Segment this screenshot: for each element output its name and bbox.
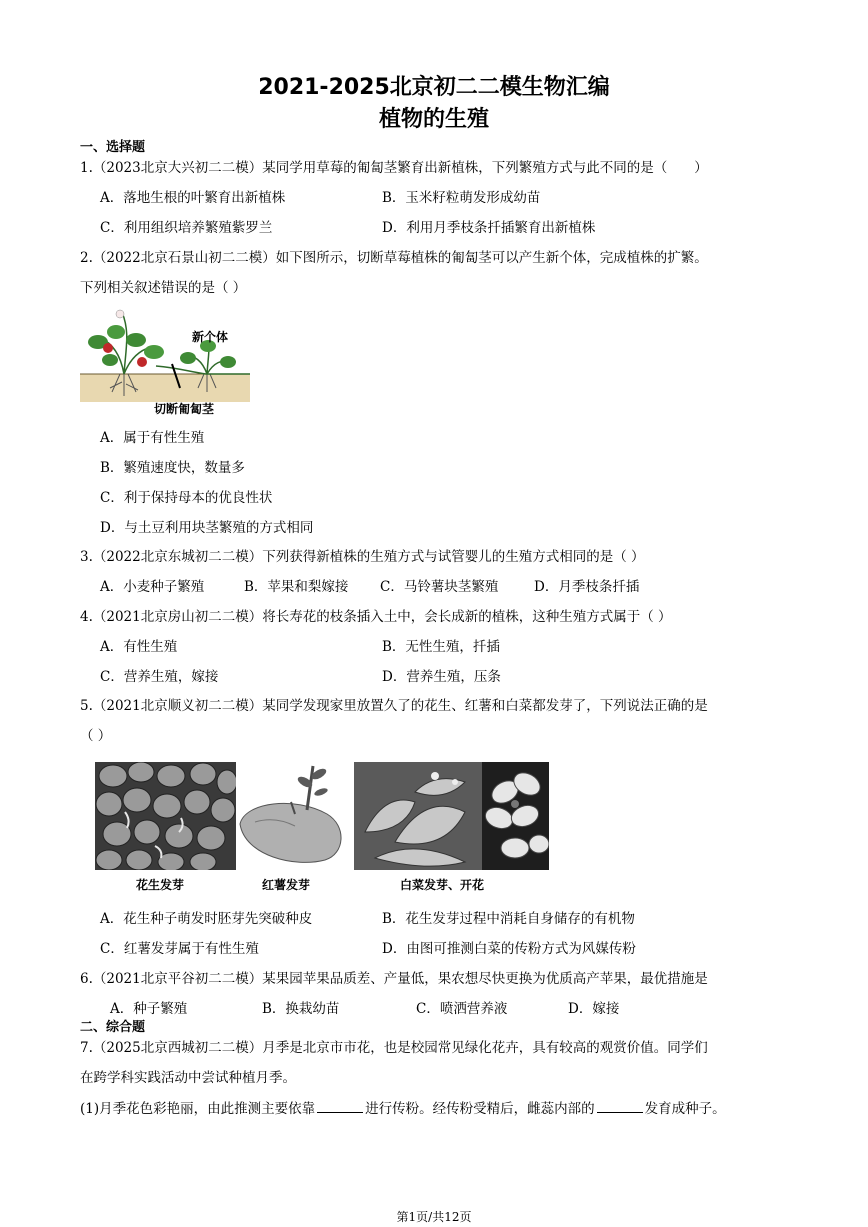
q2-option-b: B．繁殖速度快，数量多 — [100, 460, 245, 476]
q4-option-d: D．营养生殖，压条 — [382, 669, 501, 685]
question-2-stem-cont: 下列相关叙述错误的是（ ） — [80, 280, 247, 296]
q4-option-a: A．有性生殖 — [100, 639, 178, 655]
q2-option-a: A．属于有性生殖 — [100, 430, 205, 446]
q7-part1-text-c: 发育成种子。 — [644, 1101, 726, 1117]
q4-option-b: B．无性生殖，扦插 — [382, 639, 500, 655]
q7-part1-text-a: (1)月季花色彩艳丽，由此推测主要依靠 — [80, 1101, 316, 1117]
q5-option-c: C．红薯发芽属于有性生殖 — [100, 941, 259, 957]
q3-option-b: B．苹果和梨嫁接 — [244, 579, 349, 595]
question-4-stem: 4.（2021北京房山初二二模）将长寿花的枝条插入土中，会长成新的植株，这种生殖方式属于（ ） — [80, 609, 672, 625]
q3-option-d: D．月季枝条扦插 — [534, 579, 640, 595]
q3-option-c: C．马铃薯块茎繁殖 — [380, 579, 499, 595]
answer-blank-2[interactable] — [597, 1100, 643, 1113]
section-heading-choice: 一、选择题 — [80, 140, 146, 155]
question-7-stem: 7.（2025北京西城初二二模）月季是北京市市花，也是校园常见绿化花卉，具有较高的观赏价值。同学们 — [80, 1040, 708, 1056]
q1-option-a: A．落地生根的叶繁育出新植株 — [100, 190, 286, 206]
q2-option-c: C．利于保持母本的优良性状 — [100, 490, 273, 506]
q7-part1-text-b: 进行传粉。经传粉受精后，雌蕊内部的 — [365, 1101, 595, 1117]
q4-option-c: C．营养生殖，嫁接 — [100, 669, 219, 685]
strawberry-runner-figure — [80, 302, 252, 410]
answer-blank-1[interactable] — [317, 1100, 363, 1113]
sprouting-figure — [95, 762, 549, 870]
page-title: 2021-2025北京初二二模生物汇编 — [258, 75, 610, 100]
caption-peanut-sprouting: 花生发芽 — [136, 878, 185, 892]
question-2-stem: 2.（2022北京石景山初二二模）如下图所示，切断草莓植株的匍匐茎可以产生新个体，完成植株的扩繁。 — [80, 250, 708, 266]
q5-option-b: B．花生发芽过程中消耗自身储存的有机物 — [382, 911, 635, 927]
page-subtitle: 植物的生殖 — [378, 107, 489, 132]
question-7-part-1 — [80, 1097, 726, 1117]
figure-label-new-individual: 新个体 — [192, 330, 229, 344]
question-7-stem-cont: 在跨学科实践活动中尝试种植月季。 — [80, 1070, 296, 1086]
caption-cabbage-sprouting-flowering: 白菜发芽、开花 — [400, 878, 485, 892]
question-5-stem-cont: （ ） — [80, 728, 112, 744]
question-3-stem: 3.（2022北京东城初二二模）下列获得新植株的生殖方式与试管婴儿的生殖方式相同的是（ ） — [80, 549, 645, 565]
q6-option-d: D．嫁接 — [568, 1001, 620, 1017]
q2-option-d: D．与土豆利用块茎繁殖的方式相同 — [100, 520, 314, 536]
q6-option-b: B．换栽幼苗 — [262, 1001, 340, 1017]
q5-option-a: A．花生种子萌发时胚芽先突破种皮 — [100, 911, 313, 927]
page-footer: 第1页/共12页 — [396, 1210, 472, 1224]
question-5-stem: 5.（2021北京顺义初二二模）某同学发现家里放置久了的花生、红薯和白菜都发芽了，下列说法正确的是 — [80, 698, 708, 714]
q1-option-b: B．玉米籽粒萌发形成幼苗 — [382, 190, 541, 206]
q1-option-d: D．利用月季枝条扦插繁育出新植株 — [382, 220, 596, 236]
q6-option-a: A．种子繁殖 — [110, 1001, 188, 1017]
q5-option-d: D．由图可推测白菜的传粉方式为风媒传粉 — [382, 941, 636, 957]
question-6-stem: 6.（2021北京平谷初二二模）某果园苹果品质差、产量低，果农想尽快更换为优质高产苹果，最优措施是 — [80, 971, 708, 987]
figure-label-cut-runner: 切断匍匐茎 — [154, 402, 215, 416]
question-1-stem: 1.（2023北京大兴初二二模）某同学用草莓的匍匐茎繁育出新植株，下列繁殖方式与此不同的是（ ） — [80, 160, 708, 176]
caption-sweet-potato-sprouting: 红薯发芽 — [262, 878, 311, 892]
q1-option-c: C．利用组织培养繁殖紫罗兰 — [100, 220, 273, 236]
section-heading-comprehensive: 二、综合题 — [80, 1020, 146, 1035]
q6-option-c: C．喷洒营养液 — [416, 1001, 508, 1017]
q3-option-a: A．小麦种子繁殖 — [100, 579, 205, 595]
